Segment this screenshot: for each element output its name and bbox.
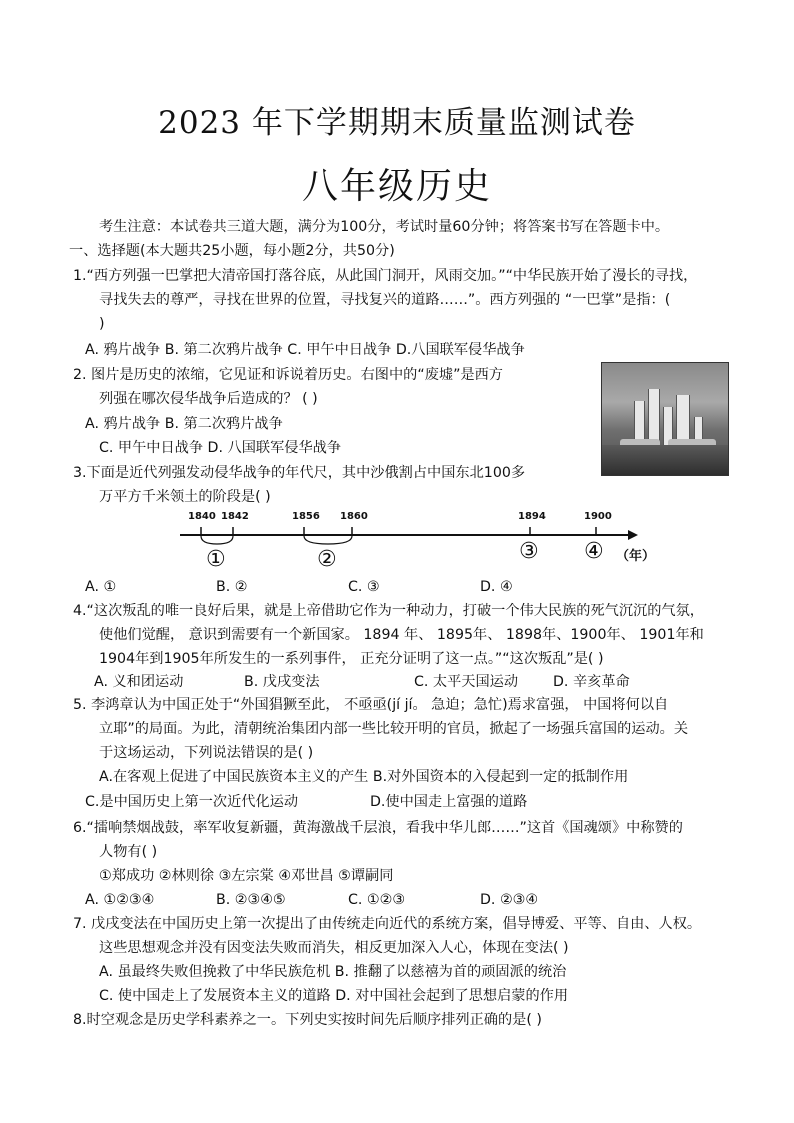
q5-text-line2: 立耶”的局面。为此，清朝统治集团内部一些比较开明的官员，掀起了一场强兵富国的运动。关 <box>99 721 689 737</box>
q6-option-c: C. ①②③ <box>348 892 406 908</box>
year-label: 1894 <box>518 511 546 522</box>
q3-text-line2: 万平方千米领土的阶段是( ) <box>99 489 271 505</box>
q6-option-a: A. ①②③④ <box>85 892 155 908</box>
q3-option-b: B. ② <box>216 579 248 595</box>
exam-title: 2023 年下学期期末质量监测试卷 <box>158 105 636 141</box>
year-label: 1840 <box>188 511 216 522</box>
q1-text-line1: 1.“西方列强一巴掌把大清帝国打落谷底，从此国门洞开，风雨交加。”“中华民族开始了漫长的寻找， <box>73 268 698 284</box>
exam-subtitle: 八年级历史 <box>301 166 492 207</box>
q3-option-c: C. ③ <box>348 579 380 595</box>
q8-text-line1: 8.时空观念是历史学科素养之一。下列史实按时间先后顺序排列正确的是( ) <box>73 1012 542 1028</box>
q6-text-line2: 人物有( ) <box>99 844 158 860</box>
q2-options-line1: A. 鸦片战争 B. 第二次鸦片战争 <box>85 416 283 432</box>
q1-options: A. 鸦片战争 B. 第二次鸦片战争 C. 甲午中日战争 D.八国联军侵华战争 <box>85 342 525 358</box>
q2-options-line2: C. 甲午中日战争 D. 八国联军侵华战争 <box>99 440 342 456</box>
q4-option-a: A. 义和团运动 <box>94 674 184 690</box>
q3-text-line1: 3.下面是近代列强发动侵华战争的年代尺，其中沙俄割占中国东北100多 <box>73 465 526 481</box>
q2-text-line1: 2. 图片是历史的浓缩，它见证和诉说着历史。右图中的“废墟”是西方 <box>73 367 503 383</box>
q1-text-line3: ) <box>99 316 105 332</box>
period-mark: ③ <box>519 539 539 564</box>
q7-options-line1: A. 虽最终失败但挽救了中华民族危机 B. 推翻了以慈禧为首的顽固派的统治 <box>99 964 567 980</box>
section-heading: 一、选择题(本大题共25小题，每小题2分，共50分) <box>69 243 395 259</box>
year-label: 1900 <box>584 511 612 522</box>
q5-text-line3: 于这场运动，下列说法错误的是( ) <box>99 745 314 761</box>
q4-text-line3: 1904年到1905年所发生的一系列事件， 正充分证明了这一点。”“这次叛乱”是( ) <box>99 651 604 667</box>
q5-text-line1: 5. 李鸿章认为中国正处于“外国猖獗至此， 不亟亟(jí jí。 急迫；急忙)焉求富强， 中国将何以自 <box>73 697 669 713</box>
q4-option-d: D. 辛亥革命 <box>553 674 630 690</box>
q6-text-line1: 6.“擂响禁烟战鼓，率军收复新疆，黄海激战千层浪，看我中华儿郎……”这首《国魂颂》中称赞的 <box>73 820 683 836</box>
period-mark: ④ <box>584 539 604 564</box>
q5-option-c: C.是中国历史上第一次近代化运动 <box>85 794 299 810</box>
q2-text-line2: 列强在哪次侵华战争后造成的？ ( ) <box>99 391 318 407</box>
q3-option-a: A. ① <box>85 579 117 595</box>
q6-text-line3: ①郑成功 ②林则徐 ③左宗棠 ④邓世昌 ⑤谭嗣同 <box>99 868 394 884</box>
q4-text-line2: 使他们觉醒， 意识到需要有一个新国家。 1894 年、 1895年、 1898年、1900年、 1901年和 <box>99 627 704 643</box>
q4-option-b: B. 戊戌变法 <box>244 674 320 690</box>
year-timeline <box>176 506 666 576</box>
q7-text-line2: 这些思想观念并没有因变法失败而消失，相反更加深入人心，体现在变法( ) <box>99 940 569 956</box>
q7-text-line1: 7. 戊戌变法在中国历史上第一次提出了由传统走向近代的系统方案，倡导博爱、平等、自由、人权。 <box>73 916 702 932</box>
period-mark: ② <box>317 547 337 572</box>
year-label: 1860 <box>340 511 368 522</box>
timeline-unit: （年） <box>616 549 656 564</box>
period-mark: ① <box>206 547 226 572</box>
q5-option-d: D.使中国走上富强的道路 <box>370 794 528 810</box>
ruins-photo <box>601 362 729 476</box>
q4-text-line1: 4.“这次叛乱的唯一良好后果，就是上帝借助它作为一种动力，打破一个伟大民族的死气沉沉的气氛， <box>73 603 704 619</box>
q3-option-d: D. ④ <box>480 579 513 595</box>
q4-option-c: C. 太平天国运动 <box>414 674 519 690</box>
year-label: 1842 <box>221 511 249 522</box>
q7-options-line2: C. 使中国走上了发展资本主义的道路 D. 对中国社会起到了思想启蒙的作用 <box>99 988 569 1004</box>
q5-options-line1: A.在客观上促进了中国民族资本主义的产生 B.对外国资本的入侵起到一定的抵制作用 <box>99 769 629 785</box>
q1-text-line2: 寻找失去的尊严，寻找在世界的位置，寻找复兴的道路……”。西方列强的 “一巴掌”是指：( <box>99 292 671 308</box>
notice: 考生注意：本试卷共三道大题，满分为100分，考试时量60分钟；将答案书写在答题卡中。 <box>99 219 670 235</box>
year-label: 1856 <box>292 511 320 522</box>
q6-option-b: B. ②③④⑤ <box>216 892 286 908</box>
q6-option-d: D. ②③④ <box>480 892 539 908</box>
